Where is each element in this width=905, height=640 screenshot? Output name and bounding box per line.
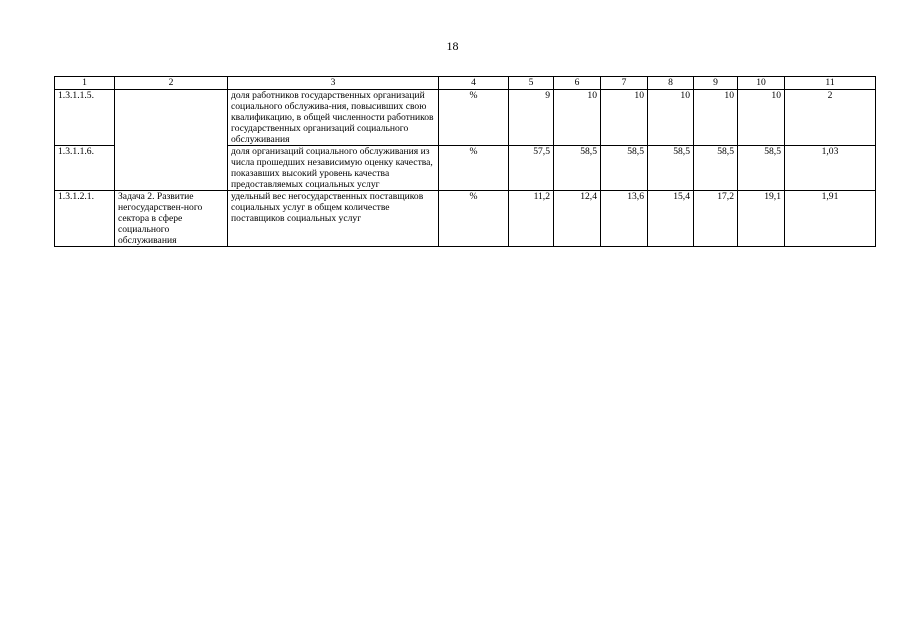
- value-cell: 17,2: [694, 191, 738, 247]
- value-cell: 12,4: [554, 191, 601, 247]
- value-cell: 57,5: [509, 146, 554, 191]
- row-code: 1.3.1.1.6.: [55, 146, 115, 191]
- value-cell: 10: [648, 90, 694, 146]
- growth-cell: 2: [785, 90, 876, 146]
- column-header-6: 6: [554, 77, 601, 90]
- value-cell: 13,6: [601, 191, 648, 247]
- column-header-11: 11: [785, 77, 876, 90]
- value-cell: 10: [554, 90, 601, 146]
- value-cell: 9: [509, 90, 554, 146]
- value-cell: 58,5: [694, 146, 738, 191]
- column-header-3: 3: [228, 77, 439, 90]
- value-cell: 19,1: [738, 191, 785, 247]
- value-cell: 15,4: [648, 191, 694, 247]
- indicators-table: [54, 76, 876, 247]
- unit-cell: %: [439, 90, 509, 146]
- task-cell: [115, 90, 228, 191]
- indicator-description: удельный вес негосударственных поставщиков социальных услуг в общем количестве поставщиков социальных услуг: [228, 191, 439, 247]
- column-header-1: 1: [55, 77, 115, 90]
- value-cell: 58,5: [738, 146, 785, 191]
- table-row: [55, 90, 876, 146]
- value-cell: 10: [694, 90, 738, 146]
- column-header-7: 7: [601, 77, 648, 90]
- column-header-10: 10: [738, 77, 785, 90]
- task-cell: Задача 2. Развитие негосударствен-ного сектора в сфере социального обслуживания: [115, 191, 228, 247]
- table-row: [55, 191, 876, 247]
- value-cell: 10: [601, 90, 648, 146]
- growth-cell: 1,03: [785, 146, 876, 191]
- value-cell: 11,2: [509, 191, 554, 247]
- row-code: 1.3.1.1.5.: [55, 90, 115, 146]
- unit-cell: %: [439, 191, 509, 247]
- column-header-8: 8: [648, 77, 694, 90]
- column-header-9: 9: [694, 77, 738, 90]
- column-header-2: 2: [115, 77, 228, 90]
- growth-cell: 1,91: [785, 191, 876, 247]
- page-number: 18: [446, 39, 459, 53]
- column-header-5: 5: [509, 77, 554, 90]
- value-cell: 10: [738, 90, 785, 146]
- header-row: [55, 77, 876, 90]
- unit-cell: %: [439, 146, 509, 191]
- indicator-description: доля работников государственных организаций социального обслужива-ния, повысивших свою квалификацию, в общей численности работников государственных организаций социального обслуживания: [228, 90, 439, 146]
- indicator-description: доля организаций социального обслуживания из числа прошедших независимую оценку качества, показавших высокий уровень качества предоставляемых социальных услуг: [228, 146, 439, 191]
- value-cell: 58,5: [601, 146, 648, 191]
- value-cell: 58,5: [648, 146, 694, 191]
- value-cell: 58,5: [554, 146, 601, 191]
- row-code: 1.3.1.2.1.: [55, 191, 115, 247]
- column-header-4: 4: [439, 77, 509, 90]
